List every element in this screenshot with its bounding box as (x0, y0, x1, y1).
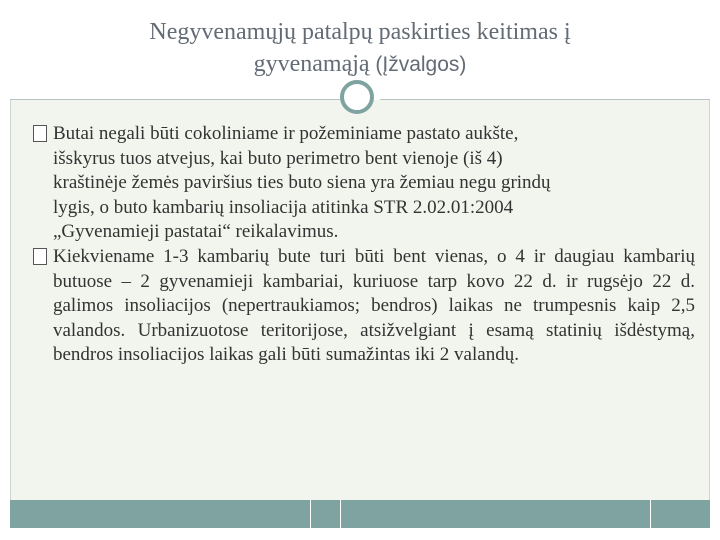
bullet-item-2 (33, 245, 695, 368)
title-line-2-suffix: (Įžvalgos) (369, 53, 467, 76)
circle-ornament-icon (340, 80, 374, 114)
bullet-text-1 (33, 122, 713, 245)
bullet-1-line-3: kraštinėje žemės paviršius ties buto siena yra žemiau negu grindų (53, 172, 551, 193)
title-line-2-main: gyvenamąją (253, 51, 370, 77)
content-panel (10, 100, 710, 500)
bullet-1-line-5: „Gyvenamieji pastatai“ reikalavimus. (53, 221, 339, 242)
bullet-1-line-2: išskyrus tuos atvejus, kai buto perimetro bent vienoje (iš 4) (53, 147, 503, 169)
title-line-1: Negyvenamųjų patalpų paskirties keitimas į (149, 19, 571, 45)
bullet-text-2: Kiekviename 1-3 kambarių bute turi būti bent vienas, o 4 ir daugiau kambarių butuose – 2 gyvenamieji kambariai, kuriuose tarp kovo 22 d. ir rugsėjo 22 d. galimos insoliacijos (nepertraukiamos; bendros) laikas ne trumpesnis kaip 2,5 valandos. Urbanizuotose teritorijose, atsižvelgiant į esamą statinių išdėstymą, bendros insoliacijos laikas gali būti sumažintas iki 2 valandų. (53, 246, 695, 365)
footer-divider (310, 500, 311, 528)
bullet-box-icon (33, 248, 47, 265)
bullet-box-icon (33, 125, 47, 142)
footer-divider (650, 500, 651, 528)
title-area (10, 0, 710, 92)
bullet-1-line-1: Butai negali būti cokoliniame ir požeminiame pastato aukšte, (53, 123, 519, 144)
footer-bar (10, 500, 710, 528)
bullet-item-1 (33, 122, 713, 245)
bullet-1-line-4: lygis, o buto kambarių insoliacija atitinka STR 2.02.01:2004 (53, 196, 514, 218)
footer-divider (340, 500, 341, 528)
slide-title (10, 16, 710, 81)
